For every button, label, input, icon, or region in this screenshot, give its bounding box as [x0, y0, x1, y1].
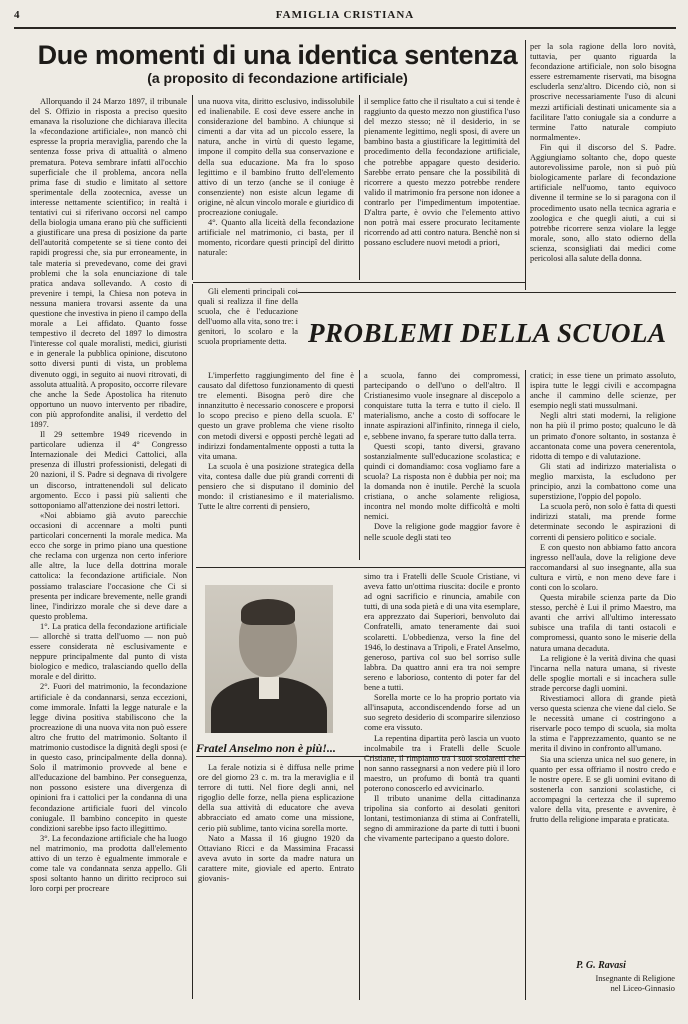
paragraph: E con questo non abbiamo fatto ancora ingresso nell'aula, dove la religione deve raccomandarsi al suo insegnante, alla sua cultura e virtù, e non meno deve fare i conti con lo scolaro.	[530, 542, 676, 592]
paragraph: La repentina dipartita però lascia un vuoto incolmabile tra i Fratelli delle Scuole Cristiane, il rimpianto tra i suoi scolaretti che non sanno rassegnarsi a non vedere più il loro maestro, un profumo di bontà tra quanti poterono conoscerlo ed avvicinarlo.	[364, 733, 520, 793]
signature-role: Insegnante di Religione	[595, 974, 675, 983]
column-rule	[192, 284, 193, 999]
paragraph: Allorquando il 24 Marzo 1897, il tribunale del S. Offizio in risposta a preciso quesito emanava la risoluzione che dichiarava illecita la «fecondazione artificiale», non mancò chi espresse la propria meraviglia, parendo che la sentenza fosse priva di attualità o almeno prematura. Poteva sembrare infatti all'occhio superficiale che il problema, ancora nella prima fase di studio e limitato al settore sperimentale della zootecnica, avesse un interesse nettamente scientifico; in realtà i tentativi cui si riferivano occorsi nel campo della biologia umana erano più che sufficienti a giustificare una presa di posizione da parte dell'autorità competente se si tiene conto dei rapidi progressi che, sia pur erroneamente, in tale materia si prevedevano, come dei gravi problemi che la sola enunciazione di tale pratica andava sollevando. A costo di prevenire i tempi, la Chiesa non poteva in nessuna maniera trovarsi assente da una questione che investiva in pieno il campo della morale a Lei affidato. Quanto fosse tempestivo il decreto del 1897 lo dimostra l'interesse col quale moralisti, medici, giuristi e in generale la pubblica opinione, discutono sotto diversi punti di vista, un problema divenuto oggi, in seguito ai nuovi ritrovati, di assoluta attualità. A proposito, occorre rilevare che anche la Sede Apostolica ha ritenuto opportuno un nuovo intervento per ribadire, con più approfondite analisi, il verdetto del 1897.	[30, 97, 187, 429]
paragraph: una nuova vita, diritto esclusivo, indissolubile ed inalienabile. E così deve essere anche in considerazione del bambino. A chiunque si cimenti a dar vita ad un piccolo essere, la natura, anche in virtù di questo legame, impone il compito della sua conservazione e della sua educazione. Ma fra lo sposo legittimo e il bambino frutto dell'elemento attivo di un terzo (anche se il coniuge è consenziente) non esiste alcun legame di origine, nè alcun vincolo morale e giuridico di procreazione coniugale.	[198, 97, 354, 218]
paragraph: a scuola, fanno dei compromessi, partecipando o dell'uno o dell'altro. Il Cristianesimo vuole insegnare al discepolo a conquistare tutta la terra e tutto il cielo. Il materialismo, anche a costo di soffocare le innate aspirazioni all'infinito, rinnega il cielo, e, sebbene invano, fa sperare tutto dalla terra.	[364, 371, 520, 441]
article-subtitle: (a proposito di fecondazione artificiale)	[147, 70, 408, 86]
article1-column-4	[530, 42, 676, 287]
signature-name: P. G. Ravasi	[576, 960, 626, 971]
column-rule	[359, 95, 360, 280]
column-rule	[525, 40, 526, 290]
paragraph: L'imperfetto raggiungimento del fine è causato dal difettoso funzionamento di questi tre elementi. Bisogna però dire che innanzitutto è necessario conoscere e proporsi lo scopo preciso e pieno della scuola. E' questo un grave problema che viene risolto con metodi diversi e opposti perchè legati ad indirizzi fondamentalmente opposti a tutta la vita umana.	[198, 371, 354, 461]
article2-column-2-cont	[198, 371, 354, 563]
column-rule	[359, 760, 360, 1000]
paragraph: Il tributo unanime della cittadinanza tripolina sia conforto ai desolati genitori lontani, testimonianza di stima ai Confratelli, segno di ammirazione da parte di tutti i buoni che vivamente partecipano a questo dolore.	[364, 794, 520, 844]
paragraph: La religione è la verità divina che quasi l'incarna nella natura umana, si riveste delle spoglie mortali e si incachera sulle strade percorse dagli uomini.	[530, 653, 676, 693]
paragraph: Sorella morte ce lo ha proprio portato via all'insaputa, accondiscendendo forse ad un suo segreto desiderio di scomparire silenzioso come era vissuto.	[364, 693, 520, 733]
paragraph: Questa mirabile scienza parte da Dio stesso, perchè è Lui il primo Maestro, ma avanti che arrivi all'ultimo interessato subisce una trafila di tanti ostacoli e compromessi, quanto sono le miserie della natura umana decaduta.	[530, 593, 676, 653]
paragraph: La ferale notizia si è diffusa nelle prime ore del giorno 23 c. m. tra la meraviglia e il terrore di tutti. Nel fiore degli anni, nel rigoglio delle forze, nella piena esplicazione della sua attività di educatore che aveva abbracciato ed amato come una missione, cerio più sublime, tanto vicina sorella morte.	[198, 763, 354, 833]
paragraph: simo tra i Fratelli delle Scuole Cristiane, vi aveva fatto un'ottima riuscita: docile e pronto ad ogni sacrificio e rinuncia, amabile con tutti, di una soda pietà e di una vita esemplare, era apprezzato dai Superiori, benvoluto dai Confratelli, amato teneramente dai suoi scolaretti. L'obbedienza, verso la fine del 1946, lo destinava a Tripoli, e Fratel Anselmo, generoso, partiva col suo bel sorriso sulle labbra. Da quattro anni era tra noi sempre sereno e laborioso, contento di poter far del bene a tutti.	[364, 572, 520, 693]
paragraph: 2°. Fuori del matrimonio, la fecondazione artificiale è da condannarsi, senza eccezioni, come immorale. Infatti la legge naturale e la legge divina positiva stabiliscono che la procreazione di una nuova vita non può essere altro che frutto del matrimonio. Soltanto il matrimonio custodisce la dignità degli sposi (e in questo caso, principalmente della donna). Solo il matrimonio provvede al bene e all'educazione del bambino. Per conseguenza, non possono esistere una divergenza di opinioni fra i cattolici per la condanna di una fecondazione artificiale fuori del vincolo coniugale. Il bambino concepito in queste condizioni sarebbe ipso facto illegittimo.	[30, 682, 187, 833]
section-rule	[196, 567, 525, 568]
paragraph: Gli elementi principali coi quali si realizza il fine della scuola, che è l'educazione dell'uomo alla vita, sono tre: i genitori, lo scolaro e la scuola propriamente detta.	[198, 287, 298, 347]
portrait-photo	[205, 585, 333, 733]
page-number: 4	[14, 9, 20, 21]
column-rule	[359, 370, 360, 560]
article1-column-3	[364, 97, 520, 279]
photo-hair-shape	[241, 599, 295, 625]
section-rule	[193, 282, 525, 283]
paragraph: 1°. La pratica della fecondazione artificiale — allorchè si tratta dell'uomo — non può essere considerata nè esclusivamente e neppure principalmente dal punto di vista biologico e medico, tralasciando quello della morale e del diritto.	[30, 621, 187, 682]
paragraph: Questi scopi, tanto diversi, gravano sostanzialmente sull'educazione scolastica; e quindi ci domandiamo: cosa vogliamo fare a scuola? La risposta non è dubbia per noi; ma la domanda non è inutile. Perchè la scuola cristiana, o anche solamente religiosa, incontra nel mondo molte difficoltà e molti nemici.	[364, 441, 520, 522]
paragraph: Fin qui il discorso del S. Padre. Aggiungiamo soltanto che, dopo queste autorevolissime parole, non si può più biologicamente parlare di fecondazione artificiale nell'uomo, tanto equivoco divenne il termine se lo si paragona con il procedimento usato nella tecnica agraria e zoologica e che quegli aiuti, a cui si potrebbe ricorrere senza violare la legge morale, sono, allo stato odierno della scienza, sconsigliati dai medici come pericolosi alla salute della donna.	[530, 142, 676, 263]
article2-column-4	[530, 371, 676, 956]
paragraph: il semplice fatto che il risultato a cui si tende è raggiunto da questo mezzo non giustifica l'uso del mezzo stesso; nè il desiderio, in se pienamente legittimo, negli sposi, di avere un bambino basta a giustificare la legittimità del procedimento della fecondazione artificiale, che potrebbe appagare questo desiderio. Sarebbe errato pensare che la possibilità di ricorrere a questo mezzo potrebbe rendere valido il matrimonio fra persone non idonee a contrarlo per l'impedimentum impotentiae. D'altra parte, è ovvio che l'elemento attivo non potrà mai essere procurato lecitamente ricorrendo ad atti contro natura. Benchè non si possano escludere nuovi metodi a priori,	[364, 97, 520, 248]
paragraph: La scuola è una posizione strategica della vita, contesa dalle due più grandi correnti di pensiero che si disputano il dominio del mondo: il cristianesimo e il materialismo. Tutte le altre correnti di pensiero,	[198, 461, 354, 512]
paragraph: Il 29 settembre 1949 ricevendo in particolare udienza il 4° Congresso Internazionale dei Medici Cattolici, alla presenza di illustri professionisti, delegati di 20 nazioni, il S. Padre si degnava di rivolgere un discorso, intrattenendoli sul delicato argomento. Ecco i passi più salienti che sottoponiamo all'attenzione dei nostri lettori.	[30, 430, 187, 510]
article1-column-1	[30, 97, 187, 999]
article1-column-2	[198, 97, 354, 279]
paragraph: Nato a Massa il 16 giugno 1920 da Ottaviano Ricci e da Massimina Fracassi aveva avuto in sorte da madre natura un carattere mite, gioviale ed aperto. Entrato giovanis-	[198, 833, 354, 884]
article-title: Due momenti di una identica sentenza	[37, 40, 518, 70]
masthead: FAMIGLIA CRISTIANA	[275, 9, 415, 21]
article2-column-3	[364, 371, 520, 563]
section-title: PROBLEMI DELLA SCUOLA	[308, 318, 667, 348]
column-rule	[192, 95, 193, 280]
paragraph: Rivestiamoci allora di grande pietà verso questa scienza che viene dal cielo. Se le necessità umane ci costringono a riservarle poco tempo di scuola, sia molta la stima e l'apprezzamento, quanto se ne merita il divino in confronto all'umano.	[530, 694, 676, 754]
paragraph: per la sola ragione della loro novità, tuttavia, per quanto riguarda la fecondazione artificiale, non solo bisogna essere estremamente riservati, ma bisogna escluderla senz'altro. Dicendo ciò, non si proscrive necessariamente l'uso di alcuni mezzi artificiali destinati unicamente sia a facilitare l'atto coniugale sia a condurre a termine l'atto naturale compiuto normalmente».	[530, 42, 676, 142]
paragraph: La scuola però, non solo è fatta di questi indirizzi statali, ma prende forme determinate secondo le aspirazioni di correnti di pensiero politico e sociale.	[530, 502, 676, 542]
article3-column-3	[364, 572, 520, 999]
paragraph: «Noi abbiamo già avuto parecchie occasioni di accennare a molti punti particolari concernenti la morale medica. Ma ecco che sorge in primo piano una questione che reclama con urgenza non certo inferiore alle altre, la luce della dottrina morale cattolica: la fecondazione artificiale. Non possiamo tralasciare l'occasione che Ci si presenta per indicare brevemente, nelle grandi linee, l'indirizzo morale che si deve dare a questo problema.	[30, 510, 187, 621]
paragraph: Gli stati ad indirizzo materialista o meglio marxista, la escludono per principio, anzi la combattono come una superstizione, l'oppio del popolo.	[530, 461, 676, 502]
article2-column-2	[198, 287, 298, 369]
photo-collar-shape	[259, 677, 279, 699]
paragraph: cratici; in esse tiene un primato assoluto, ispira tutte le leggi civili e accompagna anche il cammino delle scienze, per esempio negli stati mussulmani.	[530, 371, 676, 411]
paragraph: Negli altri stati moderni, la religione non ha più il primo posto; qualcuno le dà un primato d'onore soltanto, in sostanza è accantonata come una povera cenerentola, ridotta di tempo e di valutazione.	[530, 411, 676, 461]
running-head	[14, 9, 676, 23]
headline-rule	[298, 292, 676, 293]
paragraph: 3°. La fecondazione artificiale che ha luogo nel matrimonio, ma prodotta dall'elemento attivo di un terzo è egualmente immorale e come tale va condannata senza appello. Gli sposi soltanto hanno un diritto reciproco sui loro corpi per procreare	[30, 833, 187, 894]
article3-column-2	[198, 763, 354, 999]
obituary-title: Fratel Anselmo non è più!...	[196, 741, 336, 755]
paragraph: Sia una scienza unica nel suo genere, in quanto per essa offriamo il nostro credo e le nostre opere. E se gli uomini evitano di sostenerla con sanzioni scolastiche, ci accompagni la certezza che il supremo valore della vita, presente e avvenire, è frutto della religione imparata e praticata.	[530, 754, 676, 825]
signature-role: nel Liceo-Ginnasio	[610, 984, 675, 993]
paragraph: Dove la religione gode maggior favore è nelle scuole degli stati teo	[364, 522, 520, 542]
column-rule	[525, 370, 526, 1000]
header-rule	[14, 27, 676, 29]
paragraph: 4°. Quanto alla liceità della fecondazione artificiale nel matrimonio, ci basta, per il momento, ricordare questi principî del diritto naturale:	[198, 218, 354, 258]
